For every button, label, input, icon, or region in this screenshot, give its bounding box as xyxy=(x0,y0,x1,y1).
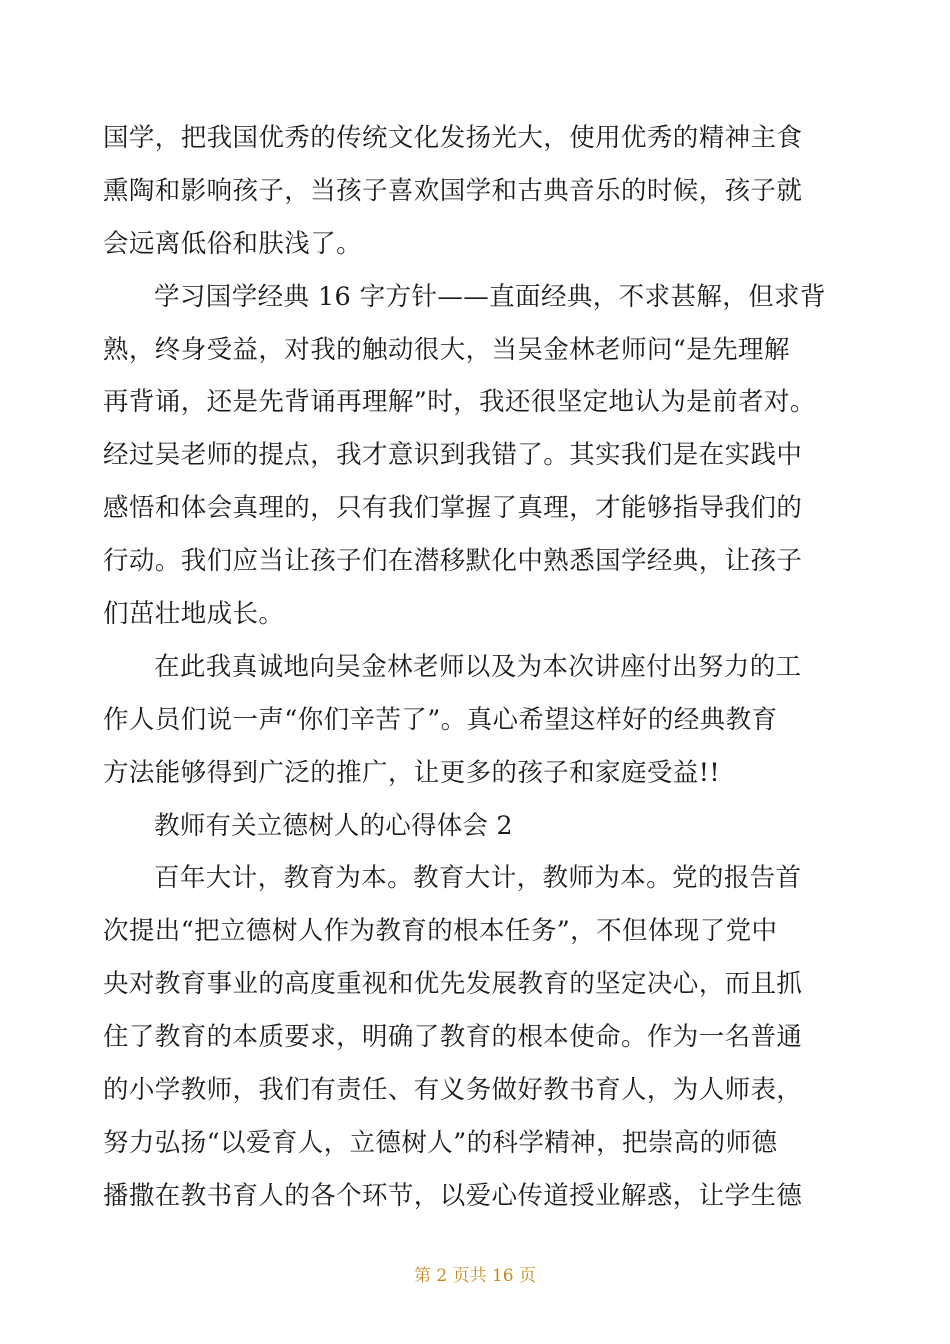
paragraph-line: 方法能够得到广泛的推广，让更多的孩子和家庭受益!! xyxy=(103,757,720,788)
paragraph-line: 再背诵，还是先背诵再理解”时，我还很坚定地认为是前者对。 xyxy=(103,387,816,418)
paragraph-line: 经过吴老师的提点，我才意识到我错了。其实我们是在实践中 xyxy=(103,440,803,471)
paragraph-2 xyxy=(103,271,863,641)
page-number-footer: 第 2 页共 16 页 xyxy=(413,1266,537,1286)
paragraph-3 xyxy=(103,641,863,800)
paragraph-line: 学习国学经典 16 字方针——直面经典，不求甚解，但求背 xyxy=(154,281,826,312)
paragraph-line: 播撒在教书育人的各个环节，以爱心传道授业解惑，让学生德 xyxy=(103,1180,803,1211)
paragraph-line: 住了教育的本质要求，明确了教育的根本使命。作为一名普通 xyxy=(103,1022,803,1053)
paragraph-line: 作人员们说一声“你们辛苦了”。真心希望这样好的经典教育 xyxy=(103,704,778,735)
paragraph-line: 次提出“把立德树人作为教育的根本任务”，不但体现了党中 xyxy=(103,916,778,947)
paragraph-line: 在此我真诚地向吴金林老师以及为本次讲座付出努力的工 xyxy=(154,651,802,682)
paragraph-line: 们茁壮地成长。 xyxy=(103,599,285,630)
paragraph-4 xyxy=(103,852,863,1222)
paragraph-line: 会远离低俗和肤浅了。 xyxy=(103,228,363,259)
paragraph-line: 熏陶和影响孩子，当孩子喜欢国学和古典音乐的时候，孩子就 xyxy=(103,175,803,206)
paragraph-line: 国学，把我国优秀的传统文化发扬光大，使用优秀的精神主食 xyxy=(103,123,803,153)
paragraph-line: 行动。我们应当让孩子们在潜移默化中熟悉国学经典，让孩子 xyxy=(103,546,803,577)
paragraph-line: 百年大计，教育为本。教育大计，教师为本。党的报告首 xyxy=(154,863,802,894)
paragraph-line: 努力弘扬“以爱育人，立德树人”的科学精神，把崇高的师德 xyxy=(103,1127,778,1158)
paragraph-line: 央对教育事业的高度重视和优先发展教育的坚定决心，而且抓 xyxy=(103,969,803,1000)
paragraph-line: 感悟和体会真理的，只有我们掌握了真理，才能够指导我们的 xyxy=(103,493,803,524)
paragraph-line: 的小学教师，我们有责任、有义务做好教书育人，为人师表， xyxy=(103,1075,803,1106)
document-body xyxy=(103,112,863,1223)
paragraph-1 xyxy=(103,112,863,271)
paragraph-line: 熟，终身受益，对我的触动很大，当吴金林老师问“是先理解 xyxy=(103,334,790,365)
section-heading: 教师有关立德树人的心得体会 2 xyxy=(154,810,513,841)
